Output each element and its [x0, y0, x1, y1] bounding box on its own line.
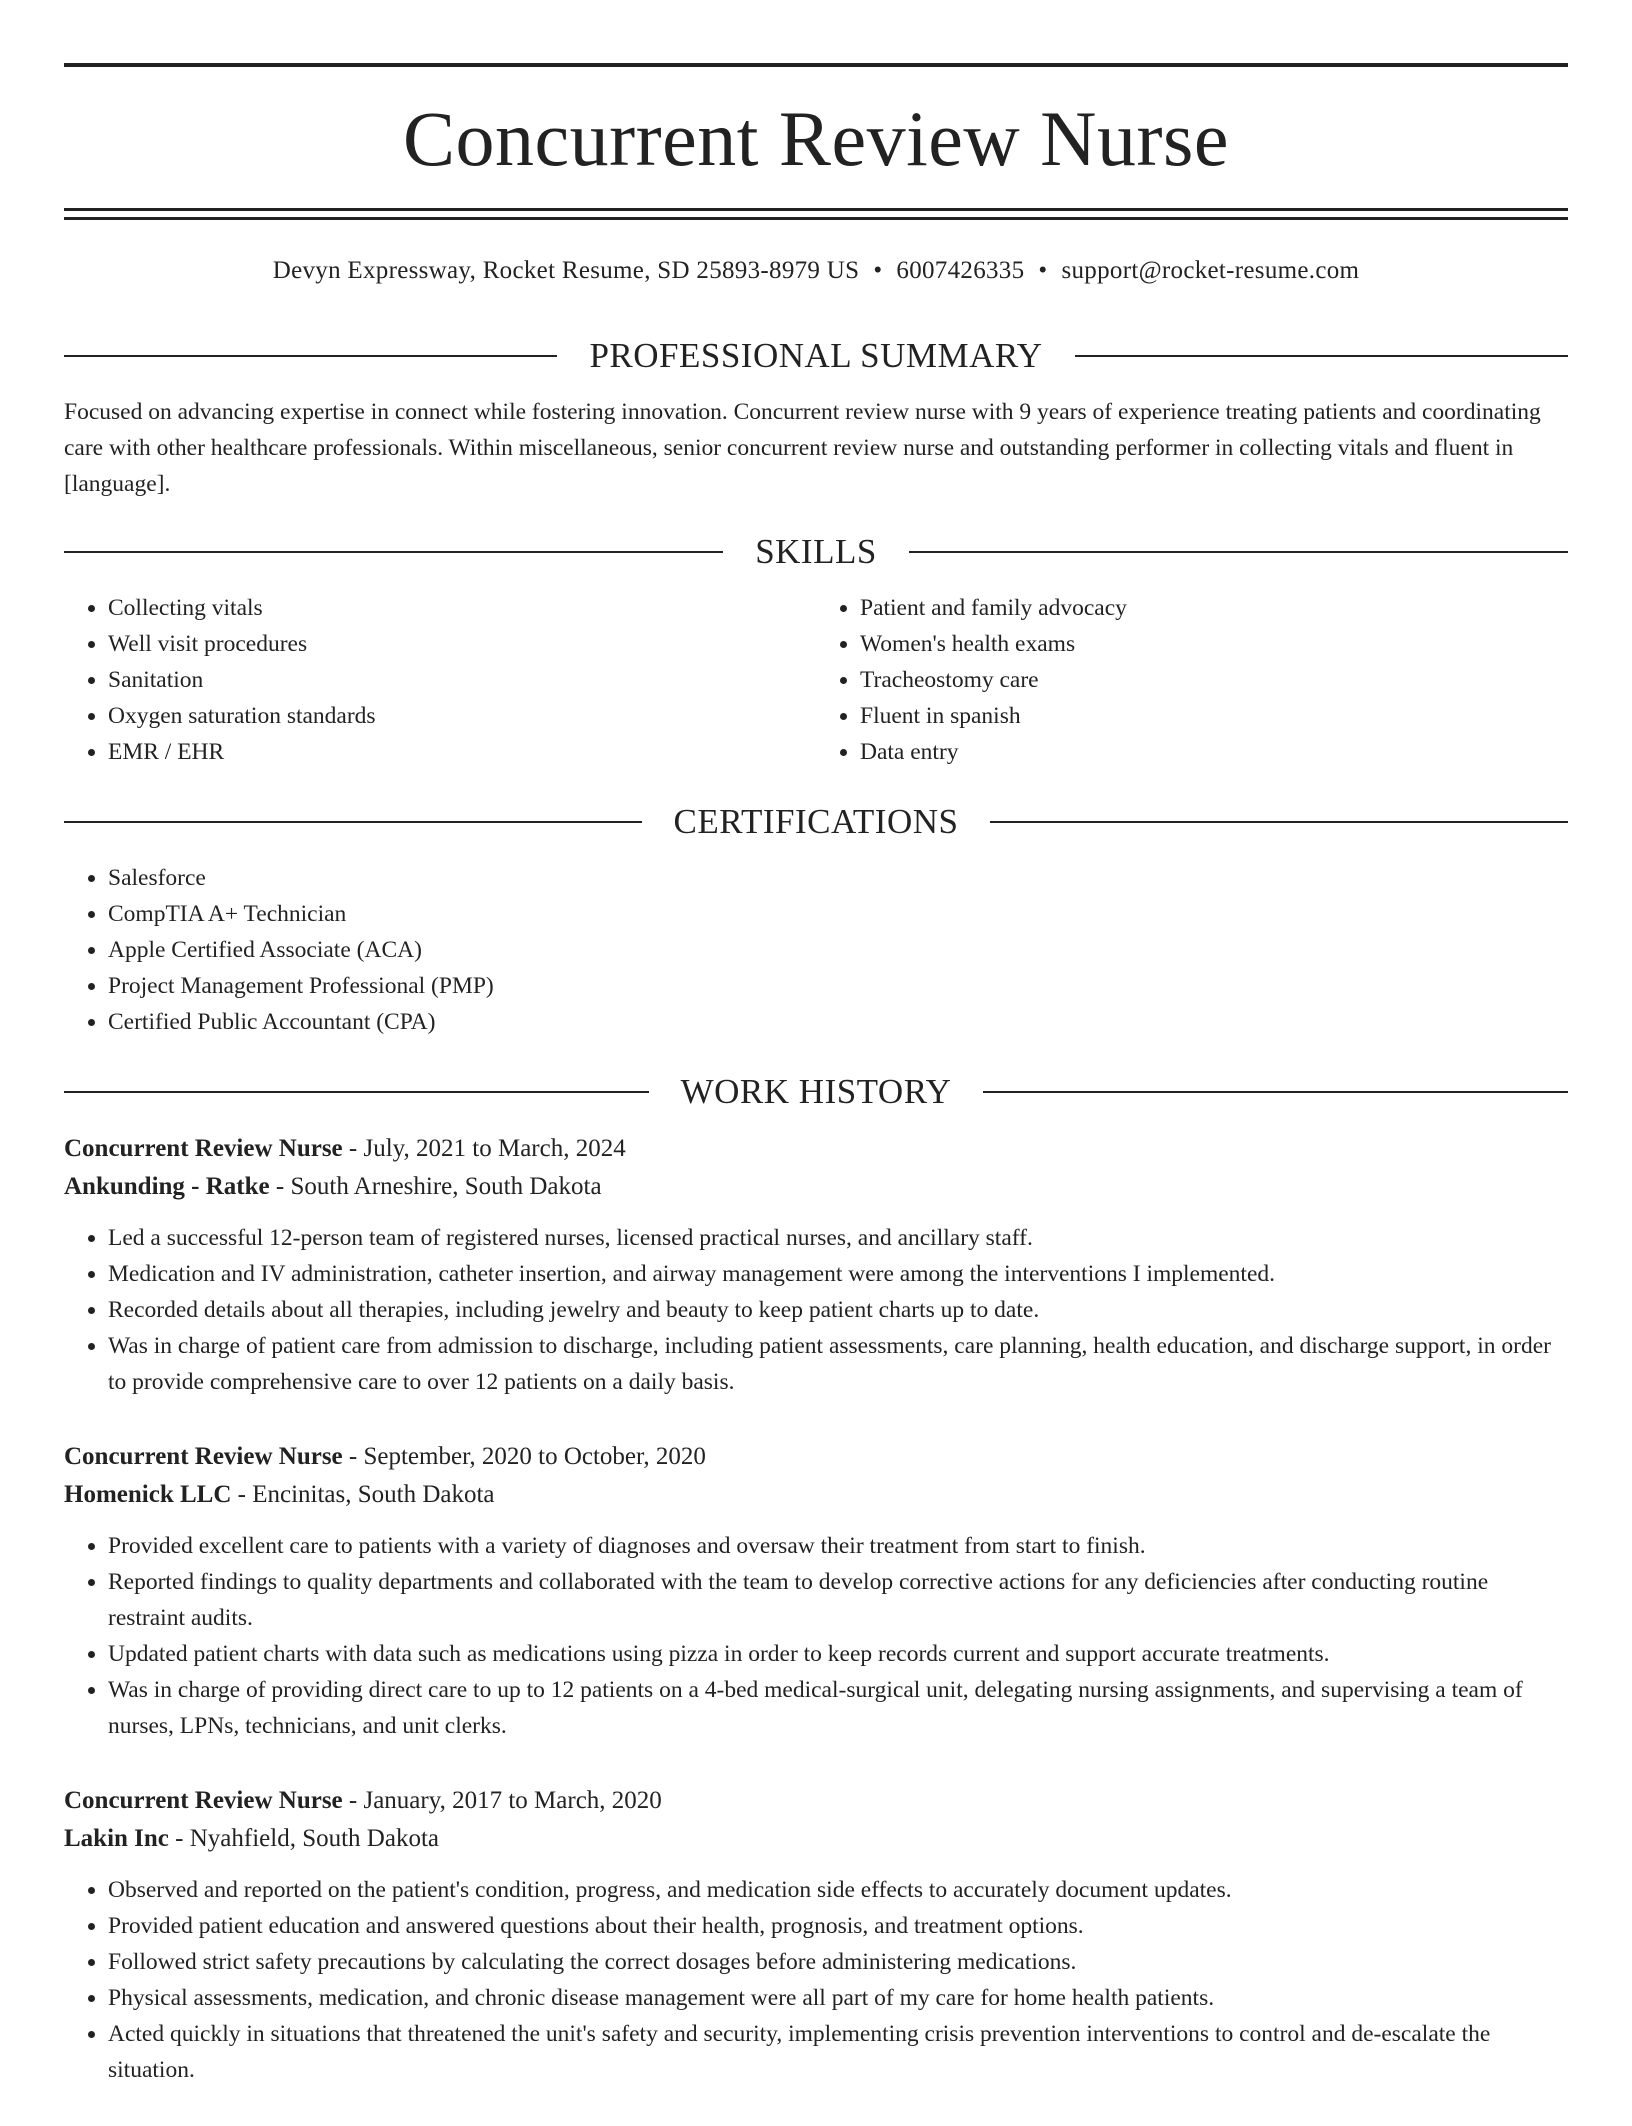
job-title: Concurrent Review Nurse — [64, 1787, 343, 1814]
skill-item: • Well visit procedures — [108, 626, 816, 662]
certification-item: • Salesforce — [108, 860, 1568, 896]
resume-content — [64, 330, 1568, 2126]
skills-list-left — [64, 590, 816, 770]
job-title: Concurrent Review Nurse — [64, 1443, 343, 1470]
certification-item: • CompTIA A+ Technician — [108, 896, 1568, 932]
contact-address: Devyn Expressway, Rocket Resume, SD 25893-8979 US — [272, 257, 860, 284]
skills-column-left — [64, 590, 816, 770]
heading-rule — [990, 821, 1568, 823]
section-title: SKILLS — [755, 532, 877, 571]
skill-item: • EMR / EHR — [108, 734, 816, 770]
job-title-line — [64, 1130, 1568, 1168]
job-location: - Encinitas, South Dakota — [231, 1481, 495, 1508]
top-rule — [64, 63, 1568, 67]
skill-item: • Women's health exams — [860, 626, 1568, 662]
summary-text: Focused on advancing expertise in connect while fostering innovation. Concurrent review nurse with 9 years of experience treating patients and coordinating care with other healthcare professionals. Within miscellaneous, senior concurrent review nurse and outstanding performer in collecting vitals and fluent in [language]. — [64, 399, 1541, 497]
certifications-list — [64, 860, 1568, 1040]
skills-grid — [64, 590, 1568, 770]
skill-item: • Sanitation — [108, 662, 816, 698]
job-duty: • Recorded details about all therapies, including jewelry and beauty to keep patient charts up to date. — [108, 1292, 1568, 1328]
job-duty: • Led a successful 12-person team of registered nurses, licensed practical nurses, and ancillary staff. — [108, 1220, 1568, 1256]
skills-heading — [64, 526, 1568, 578]
section-title: WORK HISTORY — [680, 1072, 952, 1111]
work-history-heading — [64, 1066, 1568, 1118]
heading-rule — [64, 355, 557, 357]
job-company-line — [64, 1820, 1568, 1858]
job-location: - South Arneshire, South Dakota — [269, 1173, 602, 1200]
heading-rule — [64, 1091, 649, 1093]
job-location: - Nyahfield, South Dakota — [168, 1825, 440, 1852]
job-duty: • Reported findings to quality departments and collaborated with the team to develop corrective actions for any deficiencies after conducting routine restraint audits. — [108, 1564, 1568, 1636]
job-dates: - September, 2020 to October, 2020 — [342, 1443, 706, 1470]
heading-rule — [983, 1091, 1568, 1093]
job-company-line — [64, 1168, 1568, 1206]
skill-item: • Data entry — [860, 734, 1568, 770]
job-company: Ankunding - Ratke — [64, 1173, 270, 1200]
certifications-heading — [64, 796, 1568, 848]
section-title: PROFESSIONAL SUMMARY — [589, 336, 1043, 375]
job-dates: - July, 2021 to March, 2024 — [342, 1135, 626, 1162]
job-duty: • Was in charge of providing direct care to up to 12 patients on a 4-bed medical-surgical unit, delegating nursing assignments, and supervising a team of nurses, LPNs, technicians, and unit clerks. — [108, 1672, 1568, 1744]
job-duty: • Followed strict safety precautions by calculating the correct dosages before administering medications. — [108, 1944, 1568, 1980]
job-title-line — [64, 1438, 1568, 1476]
job-duty: • Updated patient charts with data such as medications using pizza in order to keep records current and support accurate treatments. — [108, 1636, 1568, 1672]
job-title: Concurrent Review Nurse — [64, 1135, 343, 1162]
skills-column-right — [816, 590, 1568, 770]
heading-rule — [1075, 355, 1568, 357]
job-duty: • Was in charge of patient care from admission to discharge, including patient assessments, care planning, health education, and discharge support, in order to provide comprehensive care to over 12 patients on a daily basis. — [108, 1328, 1568, 1400]
job-duty: • Physical assessments, medication, and chronic disease management were all part of my care for home health patients. — [108, 1980, 1568, 2016]
job-entry — [64, 1438, 1568, 1744]
contact-separator: • — [873, 257, 883, 284]
skill-item: • Fluent in spanish — [860, 698, 1568, 734]
job-company-line — [64, 1476, 1568, 1514]
job-dates: - January, 2017 to March, 2020 — [342, 1787, 662, 1814]
certifications-block — [64, 860, 1568, 1040]
job-duty: • Provided excellent care to patients with a variety of diagnoses and oversaw their treatment from start to finish. — [108, 1528, 1568, 1564]
contact-phone: 6007426335 — [896, 257, 1025, 284]
job-title-line — [64, 1782, 1568, 1820]
job-company: Homenick LLC — [64, 1481, 232, 1508]
certification-item: • Certified Public Accountant (CPA) — [108, 1004, 1568, 1040]
skills-list-right — [816, 590, 1568, 770]
certification-item: • Project Management Professional (PMP) — [108, 968, 1568, 1004]
job-duties — [64, 1528, 1568, 1744]
heading-rule — [64, 821, 642, 823]
job-duties — [64, 1872, 1568, 2088]
job-duty: • Acted quickly in situations that threatened the unit's safety and security, implementing crisis prevention interventions to control and de-escalate the situation. — [108, 2016, 1568, 2088]
title-double-rule — [64, 208, 1568, 220]
heading-rule — [64, 551, 723, 553]
heading-rule — [909, 551, 1568, 553]
skill-item: • Oxygen saturation standards — [108, 698, 816, 734]
contact-separator: • — [1038, 257, 1048, 284]
job-duty: • Medication and IV administration, catheter insertion, and airway management were among the interventions I implemented. — [108, 1256, 1568, 1292]
skill-item: • Patient and family advocacy — [860, 590, 1568, 626]
job-duty: • Observed and reported on the patient's condition, progress, and medication side effects to accurately document updates. — [108, 1872, 1568, 1908]
skill-item: • Tracheostomy care — [860, 662, 1568, 698]
job-company: Lakin Inc — [64, 1825, 169, 1852]
skill-item: • Collecting vitals — [108, 590, 816, 626]
summary-heading — [64, 330, 1568, 382]
contact-email: support@rocket-resume.com — [1061, 257, 1360, 284]
contact-line — [64, 253, 1568, 289]
job-duty: • Provided patient education and answered questions about their health, prognosis, and treatment options. — [108, 1908, 1568, 1944]
section-title: CERTIFICATIONS — [673, 802, 959, 841]
job-entry — [64, 1130, 1568, 1400]
job-entry — [64, 1782, 1568, 2088]
certification-item: • Apple Certified Associate (ACA) — [108, 932, 1568, 968]
job-duties — [64, 1220, 1568, 1400]
resume-title: Concurrent Review Nurse — [403, 95, 1229, 182]
